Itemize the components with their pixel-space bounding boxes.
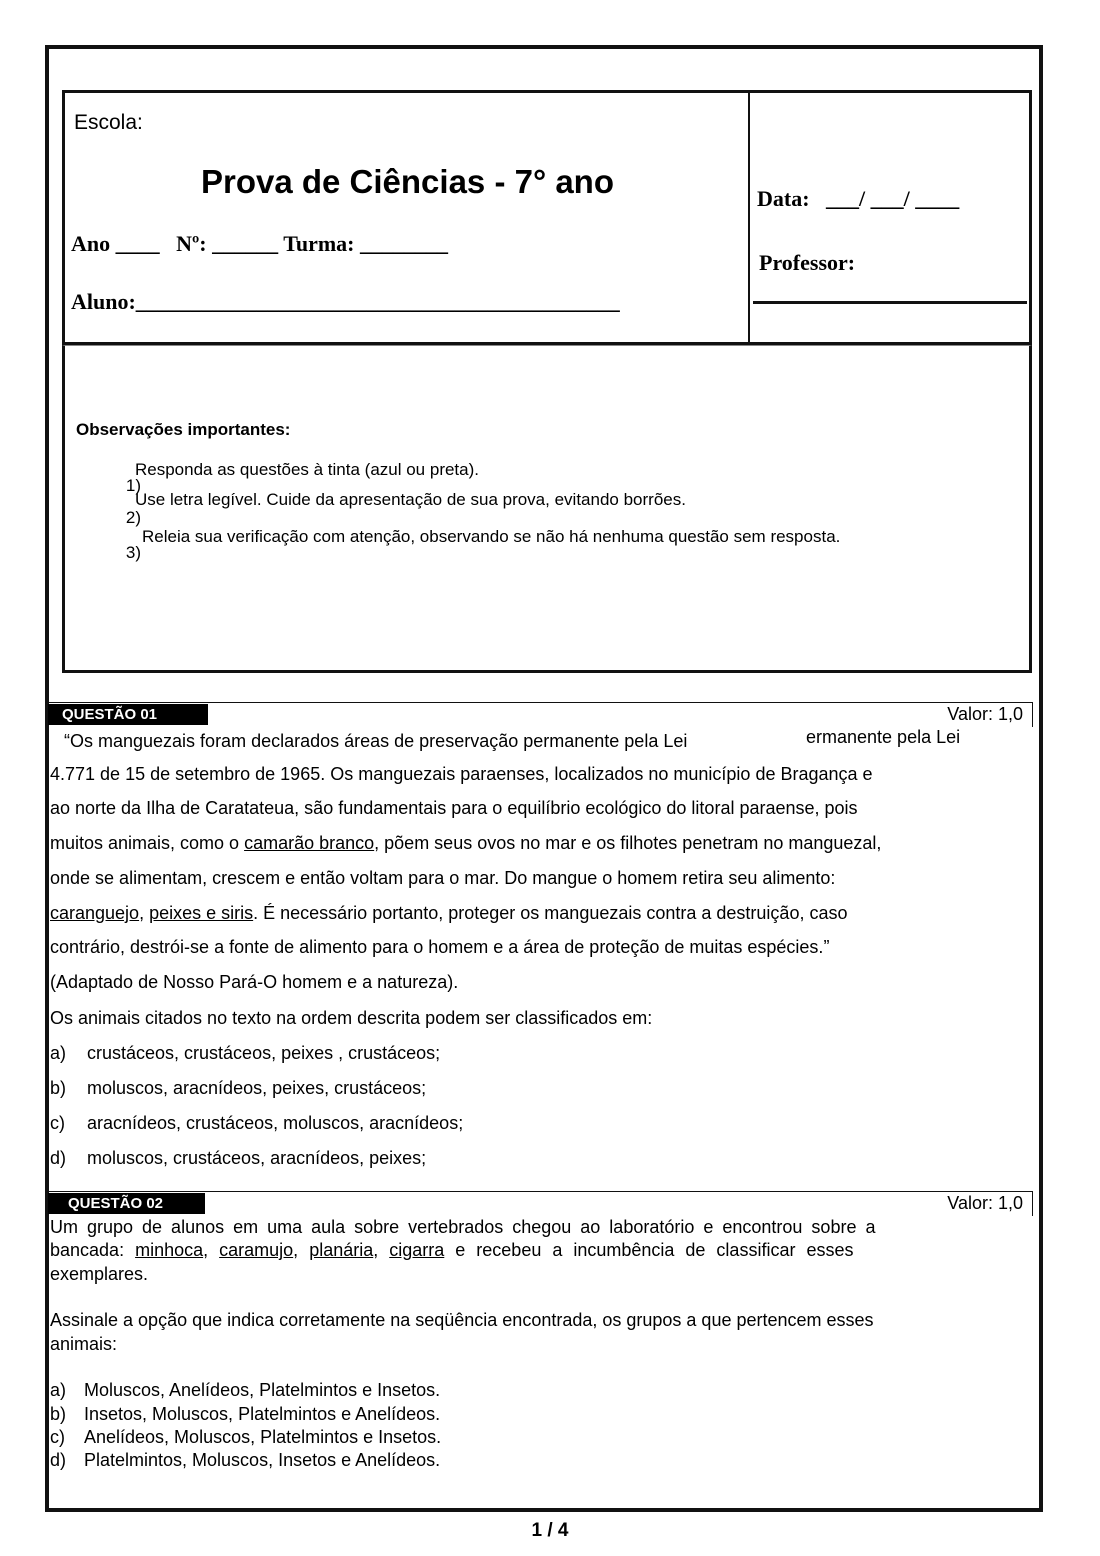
text: e recebeu a incumbência de classificar esses bbox=[444, 1240, 854, 1260]
option-letter: a) bbox=[50, 1380, 67, 1400]
option-letter: b) bbox=[50, 1078, 67, 1098]
option-letter: d) bbox=[50, 1148, 67, 1168]
q1-text-line: 4.771 de 15 de setembro de 1965. Os manguezais paraenses, localizados no município de Bragança e bbox=[50, 764, 873, 784]
option-text: moluscos, aracnídeos, peixes, crustáceos; bbox=[87, 1078, 427, 1098]
data-field[interactable]: Data: ___/ ___/ ____ bbox=[757, 186, 960, 211]
text: , põem seus ovos no mar e os filhotes penetram no manguezal, bbox=[374, 833, 882, 853]
exam-header bbox=[62, 90, 1032, 345]
observacao-text: Use letra legível. Cuide da apresentação de sua prova, evitando borrões. bbox=[135, 490, 686, 509]
underlined-cigarra: cigarra bbox=[389, 1240, 445, 1260]
option-letter: c) bbox=[50, 1113, 65, 1133]
option-letter: d) bbox=[50, 1450, 67, 1470]
option-text: moluscos, crustáceos, aracnídeos, peixes; bbox=[87, 1148, 427, 1168]
questao-01-header bbox=[48, 702, 1033, 724]
professor-line[interactable] bbox=[753, 301, 1027, 304]
questao-02-tag: QUESTÃO 02 bbox=[48, 1193, 205, 1214]
option-letter: a) bbox=[50, 1043, 67, 1063]
q1-overlap-fragment: ermanente pela Lei bbox=[806, 727, 961, 747]
observacao-num: 3) bbox=[125, 543, 142, 562]
underlined-caramujo: caramujo bbox=[219, 1240, 294, 1260]
q1-option-d[interactable] bbox=[50, 1148, 426, 1169]
header-date-professor bbox=[751, 93, 1029, 342]
header-student-info bbox=[65, 93, 750, 342]
text: bancada: bbox=[50, 1240, 136, 1260]
q1-text-line: ao norte da Ilha de Caratateua, são fundamentais para o equilíbrio ecológico do litoral paraense, pois bbox=[50, 798, 858, 818]
text: . É necessário portanto, proteger os manguezais contra a destruição, caso bbox=[253, 903, 848, 923]
observacao-num: 1) bbox=[125, 476, 142, 495]
q2-option-c[interactable] bbox=[50, 1427, 441, 1448]
q1-text-line: “Os manguezais foram declarados áreas de preservação permanente pela Lei bbox=[64, 731, 688, 751]
observacao-text: Releia sua verificação com atenção, observando se não há nenhuma questão sem resposta. bbox=[142, 527, 841, 546]
q2-option-a[interactable] bbox=[50, 1380, 440, 1401]
underlined-caranguejo: caranguejo bbox=[50, 903, 140, 923]
q2-prompt: animais: bbox=[50, 1334, 118, 1354]
option-text: Insetos, Moluscos, Platelmintos e Anelídeos. bbox=[84, 1404, 441, 1424]
underlined-planaria: planária bbox=[309, 1240, 374, 1260]
divider bbox=[1032, 1192, 1033, 1216]
text: muitos animais, como o bbox=[50, 833, 245, 853]
underlined-minhoca: minhoca bbox=[135, 1240, 204, 1260]
questao-01-tag: QUESTÃO 01 bbox=[48, 704, 208, 725]
q2-option-b[interactable] bbox=[50, 1404, 440, 1425]
aluno-field[interactable]: Aluno:____________________________________________ bbox=[71, 289, 620, 314]
q1-text-line bbox=[50, 833, 881, 854]
professor-label: Professor: bbox=[759, 250, 856, 275]
questao-01-valor: Valor: 1,0 bbox=[947, 704, 1023, 724]
q1-text-line bbox=[50, 903, 847, 924]
q1-option-a[interactable] bbox=[50, 1043, 440, 1064]
q1-option-b[interactable] bbox=[50, 1078, 426, 1099]
observacoes-box bbox=[62, 345, 1032, 673]
observacao-item bbox=[107, 523, 841, 603]
q2-option-d[interactable] bbox=[50, 1450, 440, 1471]
ano-numero-turma-fields[interactable]: Ano ____ Nº: ______ Turma: ________ bbox=[71, 231, 449, 256]
option-text: Moluscos, Anelídeos, Platelmintos e Insetos. bbox=[84, 1380, 441, 1400]
option-letter: c) bbox=[50, 1427, 65, 1447]
text: , bbox=[139, 903, 150, 923]
q2-text-line: Um grupo de alunos em uma aula sobre vertebrados chegou ao laboratório e encontrou sobre a bbox=[50, 1217, 876, 1237]
escola-label: Escola: bbox=[74, 111, 143, 134]
option-text: Platelmintos, Moluscos, Insetos e Anelídeos. bbox=[84, 1450, 441, 1470]
q2-text-line: exemplares. bbox=[50, 1264, 149, 1284]
option-text: crustáceos, crustáceos, peixes , crustáceos; bbox=[87, 1043, 441, 1063]
underlined-camarao: camarão branco bbox=[244, 833, 375, 853]
questao-02-header bbox=[48, 1191, 1033, 1213]
observacao-num: 2) bbox=[125, 508, 142, 527]
questao-02-valor: Valor: 1,0 bbox=[947, 1193, 1023, 1213]
option-text: Anelídeos, Moluscos, Platelmintos e Insetos. bbox=[84, 1427, 442, 1447]
q2-text-line: bancada: minhoca, caramujo, planária, cigarra e recebeu a incumbência de classificar esses bbox=[50, 1240, 854, 1260]
underlined-peixes-siris: peixes e siris bbox=[149, 903, 254, 923]
exam-title: Prova de Ciências - 7° ano bbox=[200, 163, 614, 200]
q1-text-line: onde se alimentam, crescem e então voltam para o mar. Do mangue o homem retira seu alimento: bbox=[50, 868, 836, 888]
page-number: 1 / 4 bbox=[531, 1520, 569, 1541]
observacoes-title: Observações importantes: bbox=[76, 420, 291, 439]
q1-prompt: Os animais citados no texto na ordem descrita podem ser classificados em: bbox=[50, 1008, 653, 1028]
q1-source: (Adaptado de Nosso Pará-O homem e a natureza). bbox=[50, 972, 459, 992]
option-text: aracnídeos, crustáceos, moluscos, aracnídeos; bbox=[87, 1113, 464, 1133]
observacao-text: Responda as questões à tinta (azul ou preta). bbox=[135, 460, 479, 479]
q1-text-line: contrário, destrói-se a fonte de alimento para o homem e a área de proteção de muitas espécies.” bbox=[50, 937, 830, 957]
option-letter: b) bbox=[50, 1404, 67, 1424]
q1-option-c[interactable] bbox=[50, 1113, 463, 1134]
divider bbox=[1032, 703, 1033, 727]
q2-prompt: Assinale a opção que indica corretamente na seqüência encontrada, os grupos a que pertencem esses bbox=[50, 1310, 874, 1330]
